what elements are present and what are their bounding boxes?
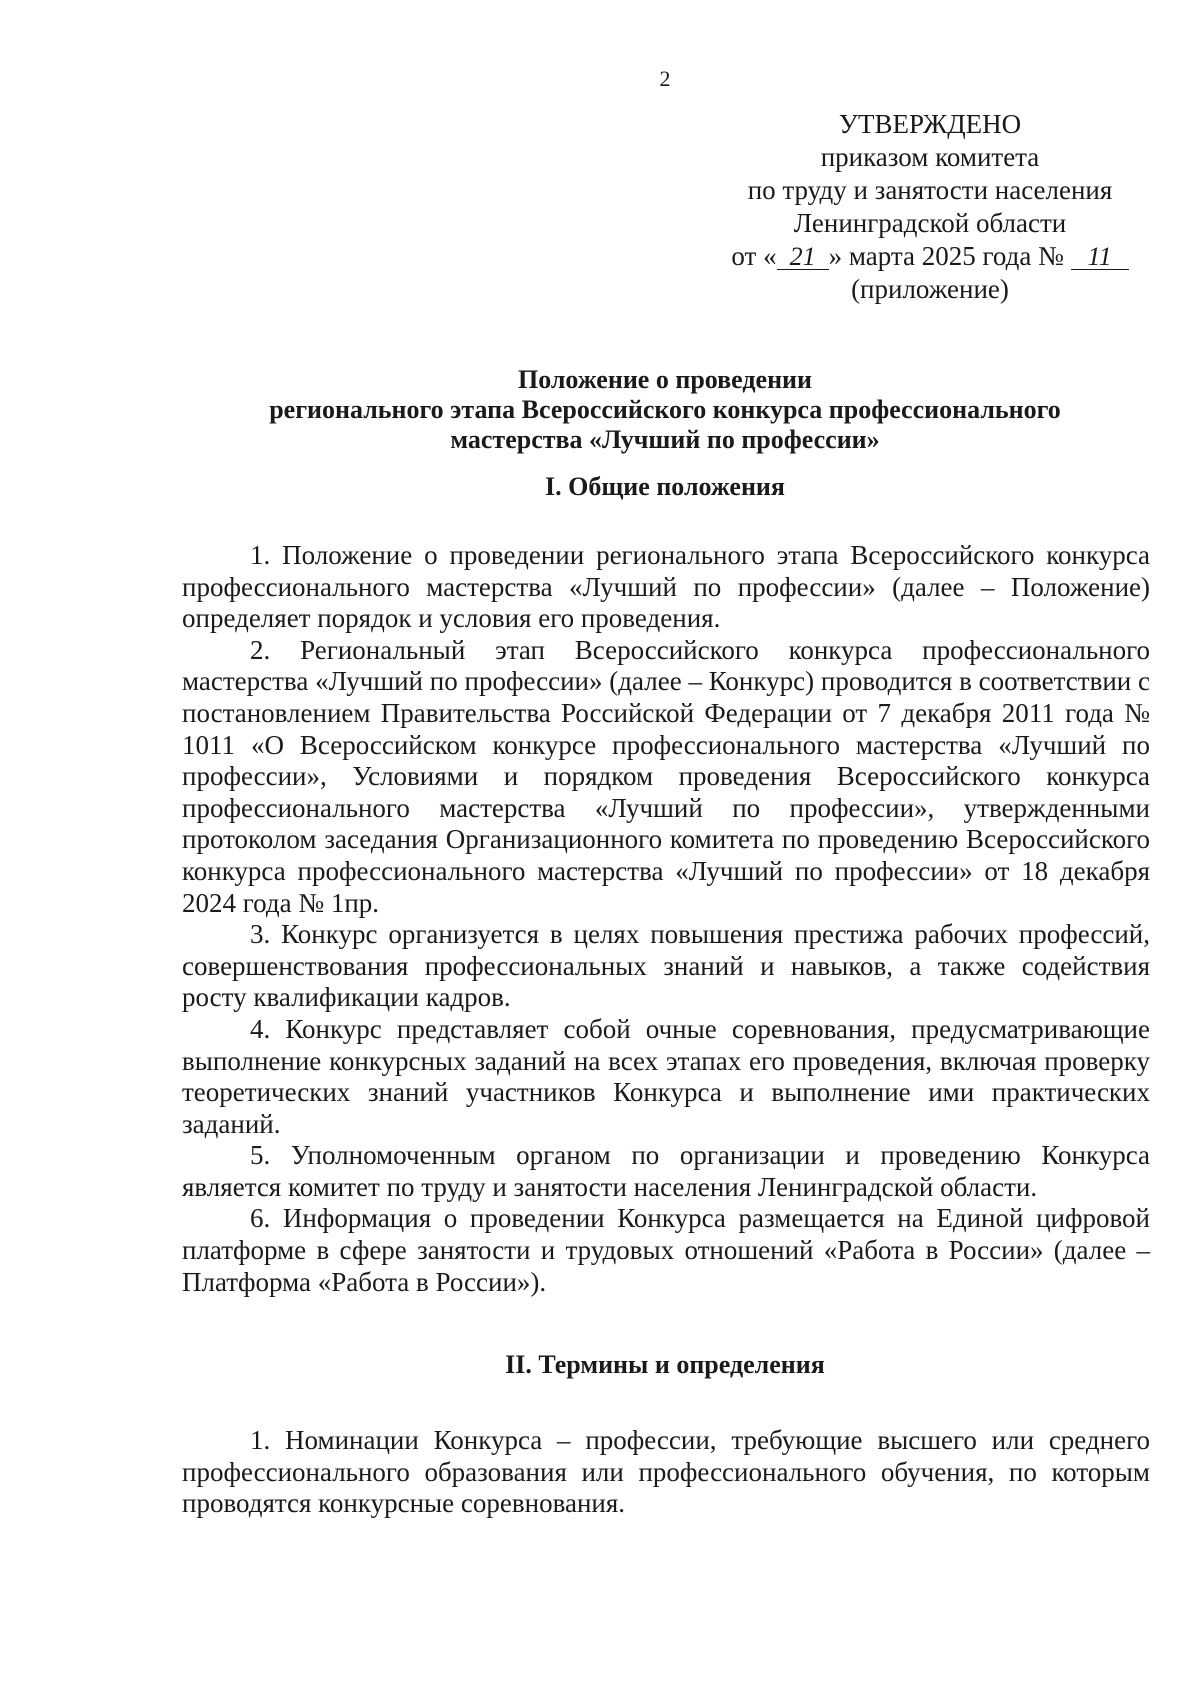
handwritten-order-number: 11 <box>1071 245 1129 270</box>
approval-annex: (приложение) <box>851 274 1009 304</box>
paragraph: 1. Положение о проведении регионального этапа Всероссийского конкурса профессионального мастерства «Лучший по профессии» (далее – Положение) определяет порядок и условия его проведения. <box>182 540 1150 634</box>
approval-stamp: УТВЕРЖДЕНО <box>838 109 1022 139</box>
approval-block <box>730 108 1130 306</box>
handwritten-day: 21 <box>777 245 829 270</box>
section-1-body <box>182 540 1150 1298</box>
approval-line-1: приказом комитета <box>820 142 1040 172</box>
title-line-3: мастерства «Лучший по профессии» <box>450 425 880 454</box>
paragraph: 5. Уполномоченным органом по организации и проведению Конкурса является комитет по труду и занятости населения Ленинградской области. <box>182 1140 1150 1202</box>
paragraph: 1. Номинации Конкурса – профессии, требующие высшего или среднего профессионального образования или профессионального обучения, по которым проводятся конкурсные соревнования. <box>182 1425 1150 1519</box>
approval-line-2: по труду и занятости населения <box>747 175 1113 205</box>
date-middle: » марта 2025 года № <box>828 241 1064 271</box>
title-line-1: Положение о проведении <box>517 365 813 394</box>
section-1-heading: I. Общие положения <box>545 472 785 501</box>
approval-line-3: Ленинградской области <box>793 208 1067 238</box>
section-2-body <box>182 1425 1150 1520</box>
paragraph: 6. Информация о проведении Конкурса размещается на Единой цифровой платформе в сфере занятости и трудовых отношений «Работа в России» (далее – Платформа «Работа в России»). <box>182 1203 1150 1297</box>
section-2-heading: II. Термины и определения <box>505 1350 825 1379</box>
approval-date-line <box>730 240 1130 273</box>
paragraph: 4. Конкурс представляет собой очные соревнования, предусматривающие выполнение конкурсных заданий на всех этапах его проведения, включая проверку теоретических знаний участников Конкурса и выполнение ими практических заданий. <box>182 1013 1150 1139</box>
document-title <box>180 365 1150 455</box>
title-line-2: регионального этапа Всероссийского конкурса профессионального <box>269 395 1061 424</box>
paragraph: 3. Конкурс организуется в целях повышения престижа рабочих профессий, совершенствования профессиональных знаний и навыков, а также содействия росту квалификации кадров. <box>182 919 1150 1013</box>
date-prefix: от « <box>731 241 777 271</box>
paragraph: 2. Региональный этап Всероссийского конкурса профессионального мастерства «Лучший по профессии» (далее – Конкурс) проводится в соответствии с постановлением Правительства Российской Федерации от 7 декабря 2011 года № 1011 «О Всероссийском конкурсе профессионального мастерства «Лучший по профессии», Условиями и порядком проведения Всероссийского конкурса профессионального мастерства «Лучший по профессии», утвержденными протоколом заседания Организационного комитета по проведению Всероссийского конкурса профессионального мастерства «Лучший по профессии» от 18 декабря 2024 года № 1пр. <box>182 634 1150 918</box>
page-number: 2 <box>659 66 671 91</box>
